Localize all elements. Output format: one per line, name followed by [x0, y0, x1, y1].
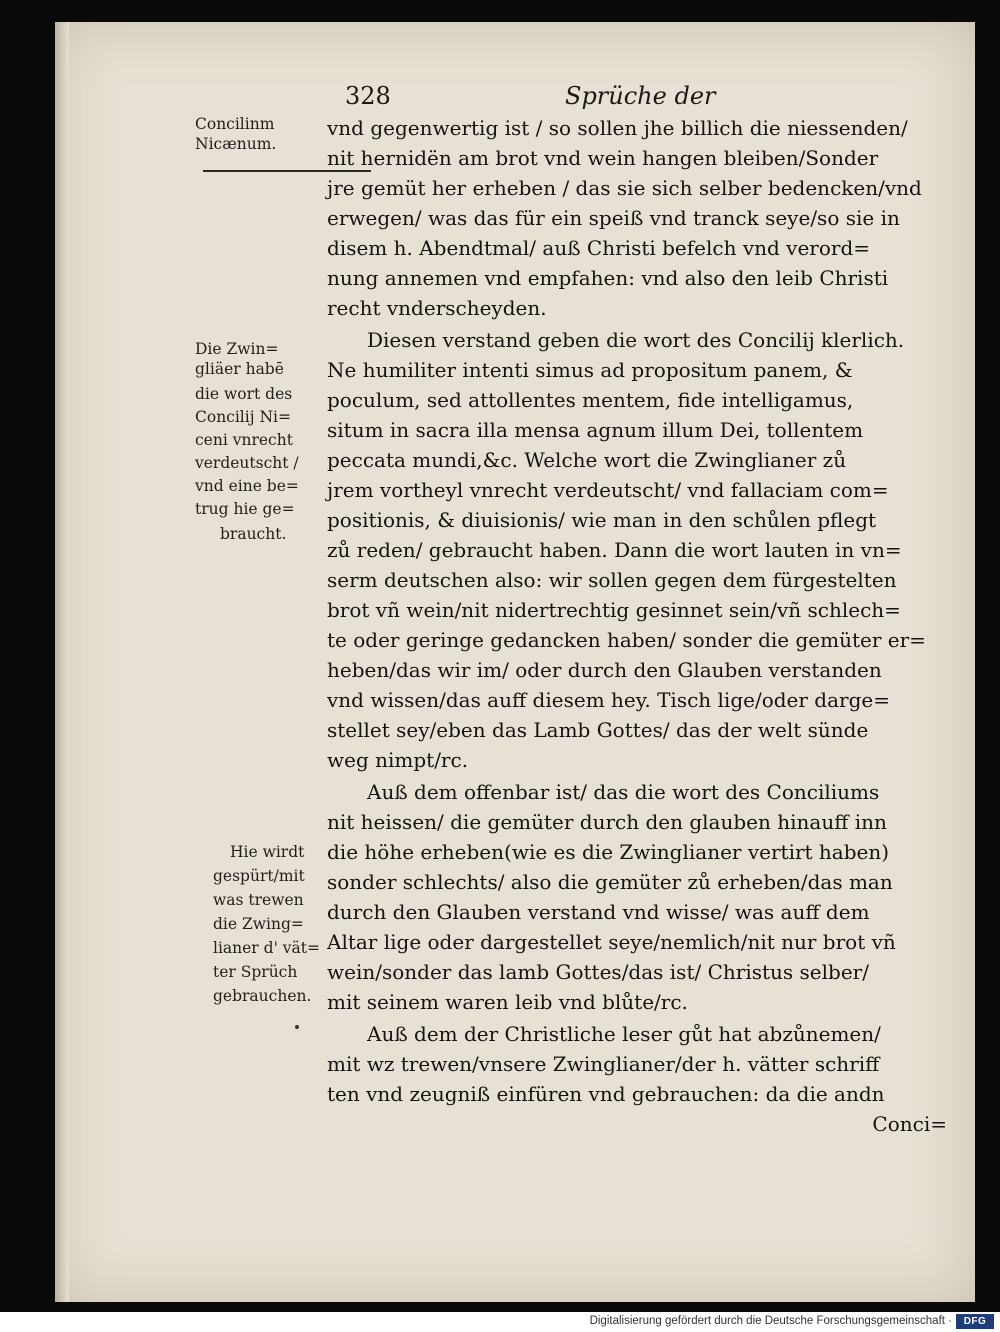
text-line: te oder geringe gedancken haben/ sonder die gemüter er= [327, 628, 926, 652]
margin-note-line: ceni vnrecht [195, 431, 293, 449]
catchword: Conci= [872, 1112, 947, 1136]
text-line: mit seinem waren leib vnd blůte/rc. [327, 990, 688, 1014]
text-line: poculum, sed attollentes mentem, fide intelligamus, [327, 388, 854, 412]
text-line: jre gemüt her erheben / das sie sich selber bedencken/vnd [327, 176, 922, 200]
text-line: situm in sacra illa mensa agnum illum Dei, tollentem [327, 418, 864, 442]
funding-credit: Digitalisierung gefördert durch die Deutsche Forschungsgemeinschaft · [589, 1315, 952, 1327]
text-line: wein/sonder das lamb Gottes/das ist/ Christus selber/ [327, 960, 869, 984]
text-line: positionis, & diuisionis/ wie man in den schůlen pflegt [327, 508, 877, 532]
text-line: serm deutschen also: wir sollen gegen dem fürgestelten [327, 568, 897, 592]
margin-note-line: ter Sprüch [213, 963, 298, 981]
ink-speck [295, 1025, 299, 1029]
margin-note-line: die wort des [195, 385, 293, 403]
text-line: ten vnd zeugniß einfüren vnd gebrauchen: da die andn [327, 1082, 885, 1106]
text-line: jrem vortheyl vnrecht verdeutscht/ vnd fallaciam com= [327, 478, 889, 502]
text-line: brot vñ wein/nit nidertrechtig gesinnet sein/vñ schlech= [327, 598, 901, 622]
margin-note-line: Concilinm [195, 115, 275, 133]
margin-note-line: braucht. [220, 525, 287, 543]
margin-note-line: Concilij Ni= [195, 408, 291, 426]
text-line: vnd wissen/das auff diesem hey. Tisch lige/oder darge= [327, 688, 890, 712]
margin-note-line: was trewen [213, 891, 304, 909]
text-line: stellet sey/eben das Lamb Gottes/ das der welt sünde [327, 718, 869, 742]
running-title: Sprüche der [565, 82, 716, 110]
text-line: Auß dem der Christliche leser gůt hat abzůnemen/ [367, 1022, 881, 1046]
margin-note-line: gliäer habē [195, 360, 284, 378]
text-line: nung annemen vnd empfahen: vnd also den leib Christi [327, 266, 889, 290]
margin-note-line: gespürt/mit [213, 867, 305, 885]
page-number: 328 [345, 82, 391, 110]
digitization-footer [0, 1312, 1000, 1332]
margin-note-line: trug hie ge= [195, 500, 295, 518]
text-line: mit wz trewen/vnsere Zwinglianer/der h. vätter schriff [327, 1052, 880, 1076]
margin-note-line: verdeutscht / [195, 454, 299, 472]
text-line: die höhe erheben(wie es die Zwinglianer vertirt haben) [327, 840, 890, 864]
book-page [55, 22, 975, 1302]
text-line: zů reden/ gebraucht haben. Dann die wort lauten in vn= [327, 538, 902, 562]
margin-note-line: vnd eine be= [195, 477, 299, 495]
margin-note-line: gebrauchen. [213, 987, 312, 1005]
margin-note-line: die Zwing= [213, 915, 304, 933]
margin-note-line: lianer d' vät= [213, 939, 320, 957]
text-line: Altar lige oder dargestellet seye/nemlich/nit nur brot vñ [327, 930, 896, 954]
text-line: nit hernidën am brot vnd wein hangen bleiben/Sonder [327, 146, 879, 170]
dfg-logo: DFG [956, 1314, 994, 1329]
text-line: recht vnderscheyden. [327, 296, 547, 320]
text-line: peccata mundi,&c. Welche wort die Zwinglianer zů [327, 448, 847, 472]
page-gutter [55, 22, 69, 1302]
margin-note-line: Die Zwin= [195, 340, 279, 358]
margin-note-line: Nicænum. [195, 135, 277, 153]
margin-note-line: Hie wirdt [230, 843, 305, 861]
text-line: sonder schlechts/ also die gemüter zů erheben/das man [327, 870, 893, 894]
text-line: vnd gegenwertig ist / so sollen jhe billich die niessenden/ [327, 116, 908, 140]
text-line: durch den Glauben verstand vnd wisse/ was auff dem [327, 900, 870, 924]
text-line: nit heissen/ die gemüter durch den glauben hinauff inn [327, 810, 887, 834]
text-line: Ne humiliter intenti simus ad propositum panem, & [327, 358, 853, 382]
text-line: heben/das wir im/ oder durch den Glauben verstanden [327, 658, 882, 682]
text-line: erwegen/ was das für ein speiß vnd tranck seye/so sie in [327, 206, 900, 230]
text-line: Auß dem offenbar ist/ das die wort des Conciliums [367, 780, 880, 804]
text-line: Diesen verstand geben die wort des Concilij klerlich. [367, 328, 905, 352]
text-line: weg nimpt/rc. [327, 748, 469, 772]
text-line: disem h. Abendtmal/ auß Christi befelch vnd verord= [327, 236, 871, 260]
